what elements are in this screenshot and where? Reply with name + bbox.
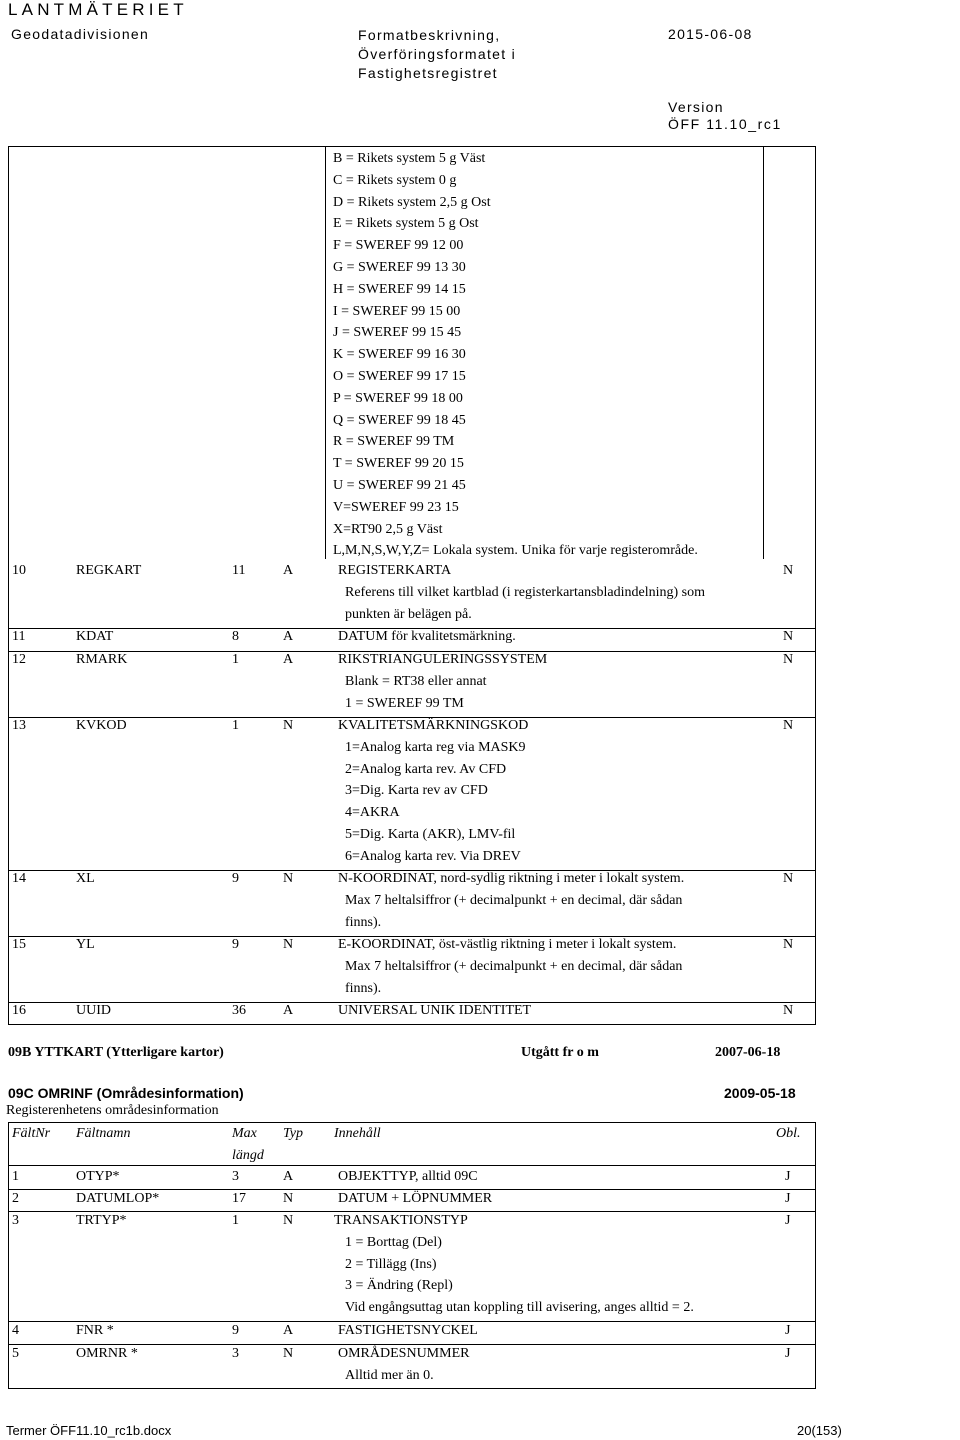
footer-filename: Termer ÖFF11.10_rc1b.docx	[6, 1423, 172, 1438]
code-list-item: P = SWEREF 99 18 00	[333, 390, 463, 406]
field-content: 2=Analog karta rev. Av CFD	[345, 761, 507, 777]
field-number: 10	[12, 563, 26, 578]
section-09b-date: 2007-06-18	[715, 1045, 781, 1060]
table-border	[8, 146, 815, 147]
code-list-item: D = Rikets system 2,5 g Ost	[333, 194, 491, 210]
header-content: Innehåll	[334, 1126, 381, 1141]
table-border	[8, 1122, 815, 1123]
header-type: Typ	[283, 1126, 303, 1141]
document-title	[358, 26, 516, 83]
field-number: 5	[12, 1346, 19, 1361]
field-name: RMARK	[76, 652, 128, 667]
field-obligatory: N	[783, 1003, 794, 1018]
code-list-item: H = SWEREF 99 14 15	[333, 281, 466, 297]
field-obligatory: N	[783, 718, 794, 733]
code-list-item: C = Rikets system 0 g	[333, 172, 457, 188]
field-length: 36	[232, 1003, 246, 1018]
header-max-length: Max	[232, 1126, 257, 1141]
field-obligatory: J	[785, 1346, 791, 1361]
field-obligatory: N	[783, 563, 794, 578]
field-type: A	[283, 1323, 294, 1338]
field-content: DATUM + LÖPNUMMER	[338, 1191, 493, 1206]
field-length: 3	[232, 1169, 239, 1184]
header-obligatory: Obl.	[776, 1126, 801, 1141]
code-list-item: V=SWEREF 99 23 15	[333, 499, 459, 515]
field-content: 3 = Ändring (Repl)	[345, 1278, 453, 1294]
field-obligatory: N	[783, 871, 794, 886]
field-obligatory: J	[785, 1169, 791, 1184]
field-number: 4	[12, 1323, 19, 1338]
document-date: 2015-06-08	[668, 26, 753, 42]
table-border	[815, 146, 816, 1024]
field-content: DATUM för kvalitetsmärkning.	[338, 629, 516, 644]
field-name: YL	[76, 937, 95, 952]
field-content: E-KOORDINAT, öst-västlig riktning i meter i lokalt system.	[338, 937, 677, 952]
field-content: OBJEKTTYP, alltid 09C	[338, 1169, 478, 1184]
field-content: FASTIGHETSNYCKEL	[338, 1323, 478, 1338]
organization-name: LANTMÄTERIET	[8, 0, 188, 19]
field-obligatory: J	[785, 1191, 791, 1206]
field-name: XL	[76, 871, 95, 886]
row-divider	[8, 1321, 815, 1322]
field-length: 1	[232, 718, 239, 733]
code-list-item: E = Rikets system 5 g Ost	[333, 216, 479, 232]
field-type: N	[283, 1346, 294, 1361]
field-length: 9	[232, 871, 239, 886]
field-content: RIKSTRIANGULERINGSSYSTEM	[338, 652, 548, 667]
field-type: N	[283, 718, 294, 733]
header-field-nr: FältNr	[12, 1126, 51, 1141]
field-type: A	[283, 652, 294, 667]
field-content: finns).	[345, 980, 382, 996]
field-content: punkten är belägen på.	[345, 606, 472, 622]
code-list-item: R = SWEREF 99 TM	[333, 434, 455, 450]
document-title-line: Formatbeskrivning,	[358, 27, 501, 43]
field-content: Max 7 heltalsiffror (+ decimalpunkt + en decimal, där sådan	[345, 958, 683, 974]
table-border	[8, 146, 9, 1024]
field-number: 15	[12, 937, 26, 952]
field-length: 9	[232, 937, 239, 952]
table-border	[815, 1122, 816, 1388]
table-bottom	[8, 1024, 816, 1025]
field-type: A	[283, 563, 294, 578]
field-content: TRANSAKTIONSTYP	[334, 1213, 468, 1228]
footer-page-number: 20(153)	[797, 1423, 842, 1438]
field-name: OTYP*	[76, 1169, 120, 1184]
field-length: 11	[232, 563, 246, 578]
field-content: 2 = Tillägg (Ins)	[345, 1256, 437, 1272]
field-length: 1	[232, 652, 239, 667]
field-content: UNIVERSAL UNIK IDENTITET	[338, 1003, 532, 1018]
field-content: 1=Analog karta reg via MASK9	[345, 739, 526, 755]
field-obligatory: N	[783, 629, 794, 644]
code-list-item: X=RT90 2,5 g Väst	[333, 521, 443, 537]
field-number: 2	[12, 1191, 19, 1206]
field-content: 4=AKRA	[345, 805, 400, 821]
field-type: A	[283, 629, 294, 644]
field-content: 6=Analog karta rev. Via DREV	[345, 848, 521, 864]
table-border	[763, 146, 764, 559]
field-content: Alltid mer än 0.	[345, 1367, 434, 1383]
field-type: N	[283, 1213, 294, 1228]
version-label: Version	[668, 99, 724, 115]
code-list-item: K = SWEREF 99 16 30	[333, 347, 466, 363]
field-content: 3=Dig. Karta rev av CFD	[345, 783, 488, 799]
field-name: TRTYP*	[76, 1213, 127, 1228]
field-type: N	[283, 871, 294, 886]
code-list-item: U = SWEREF 99 21 45	[333, 478, 466, 493]
field-number: 14	[12, 871, 26, 886]
document-title-line: Fastighetsregistret	[358, 65, 498, 81]
code-list-item: J = SWEREF 99 15 45	[333, 325, 462, 341]
field-obligatory: N	[783, 652, 794, 667]
field-content: Max 7 heltalsiffror (+ decimalpunkt + en decimal, där sådan	[345, 892, 683, 908]
field-content: REGISTERKARTA	[338, 563, 452, 578]
code-list-item: I = SWEREF 99 15 00	[333, 303, 461, 319]
document-title-line: Överföringsformatet i	[358, 46, 517, 62]
field-content: 5=Dig. Karta (AKR), LMV-fil	[345, 827, 516, 842]
code-list-item: O = SWEREF 99 17 15	[333, 369, 466, 384]
row-divider	[8, 1189, 815, 1190]
header-divider	[8, 1165, 815, 1166]
code-list-item: T = SWEREF 99 20 15	[333, 456, 464, 472]
table-bottom	[8, 1388, 816, 1389]
field-length: 17	[232, 1191, 246, 1206]
field-type: N	[283, 937, 294, 952]
field-type: A	[283, 1169, 294, 1184]
field-name: FNR *	[76, 1323, 114, 1338]
section-09c-subtitle: Registerenhetens områdesinformation	[6, 1103, 219, 1118]
field-length: 9	[232, 1323, 239, 1338]
field-number: 16	[12, 1003, 26, 1018]
field-length: 1	[232, 1213, 239, 1228]
header-field-name: Fältnamn	[76, 1126, 131, 1141]
field-content: 1 = SWEREF 99 TM	[345, 695, 464, 711]
code-list-item: G = SWEREF 99 13 30	[333, 260, 466, 275]
field-content: Referens till vilket kartblad (i registerkartansbladindelning) som	[345, 584, 706, 600]
code-list-item: L,M,N,S,W,Y,Z= Lokala system. Unika för varje registerområde.	[333, 543, 698, 559]
field-name: KVKOD	[76, 718, 127, 733]
field-number: 3	[12, 1213, 19, 1228]
field-name: DATUMLOP*	[76, 1191, 160, 1206]
field-length: 8	[232, 629, 239, 644]
section-09b-title: 09B YTTKART (Ytterligare kartor)	[8, 1045, 224, 1060]
header-max-length: längd	[232, 1148, 264, 1163]
field-content: Vid engångsuttag utan koppling till avisering, anges alltid = 2.	[345, 1300, 694, 1316]
field-content: Blank = RT38 eller annat	[345, 673, 487, 689]
field-length: 3	[232, 1346, 239, 1361]
field-content: finns).	[345, 914, 382, 930]
section-09b-status: Utgått fr o m	[521, 1045, 599, 1060]
section-09c-date: 2009-05-18	[724, 1085, 796, 1101]
field-name: REGKART	[76, 563, 142, 578]
table-border	[8, 1122, 9, 1388]
row-divider	[8, 1344, 815, 1345]
field-name: UUID	[76, 1003, 111, 1018]
field-type: N	[283, 1191, 294, 1206]
field-name: KDAT	[76, 629, 114, 644]
field-content: 1 = Borttag (Del)	[345, 1234, 442, 1250]
row-divider	[8, 1211, 815, 1212]
code-list-item: B = Rikets system 5 g Väst	[333, 151, 486, 166]
version-value: ÖFF 11.10_rc1	[668, 116, 782, 132]
field-obligatory: J	[785, 1323, 791, 1338]
field-obligatory: J	[785, 1213, 791, 1228]
field-content: KVALITETSMÄRKNINGSKOD	[338, 718, 529, 733]
division-name: Geodatadivisionen	[11, 26, 150, 42]
code-list-item: Q = SWEREF 99 18 45	[333, 412, 466, 428]
field-name: OMRNR *	[76, 1346, 138, 1361]
section-09c-title: 09C OMRINF (Områdesinformation)	[8, 1085, 244, 1101]
field-type: A	[283, 1003, 294, 1018]
field-number: 11	[12, 629, 26, 644]
table-border	[325, 146, 326, 559]
field-content: N-KOORDINAT, nord-sydlig riktning i meter i lokalt system.	[338, 871, 685, 886]
field-obligatory: N	[783, 937, 794, 952]
field-number: 12	[12, 652, 26, 667]
code-list-item: F = SWEREF 99 12 00	[333, 238, 464, 254]
field-number: 13	[12, 718, 26, 733]
field-content: OMRÅDESNUMMER	[338, 1346, 470, 1361]
field-number: 1	[12, 1169, 19, 1184]
